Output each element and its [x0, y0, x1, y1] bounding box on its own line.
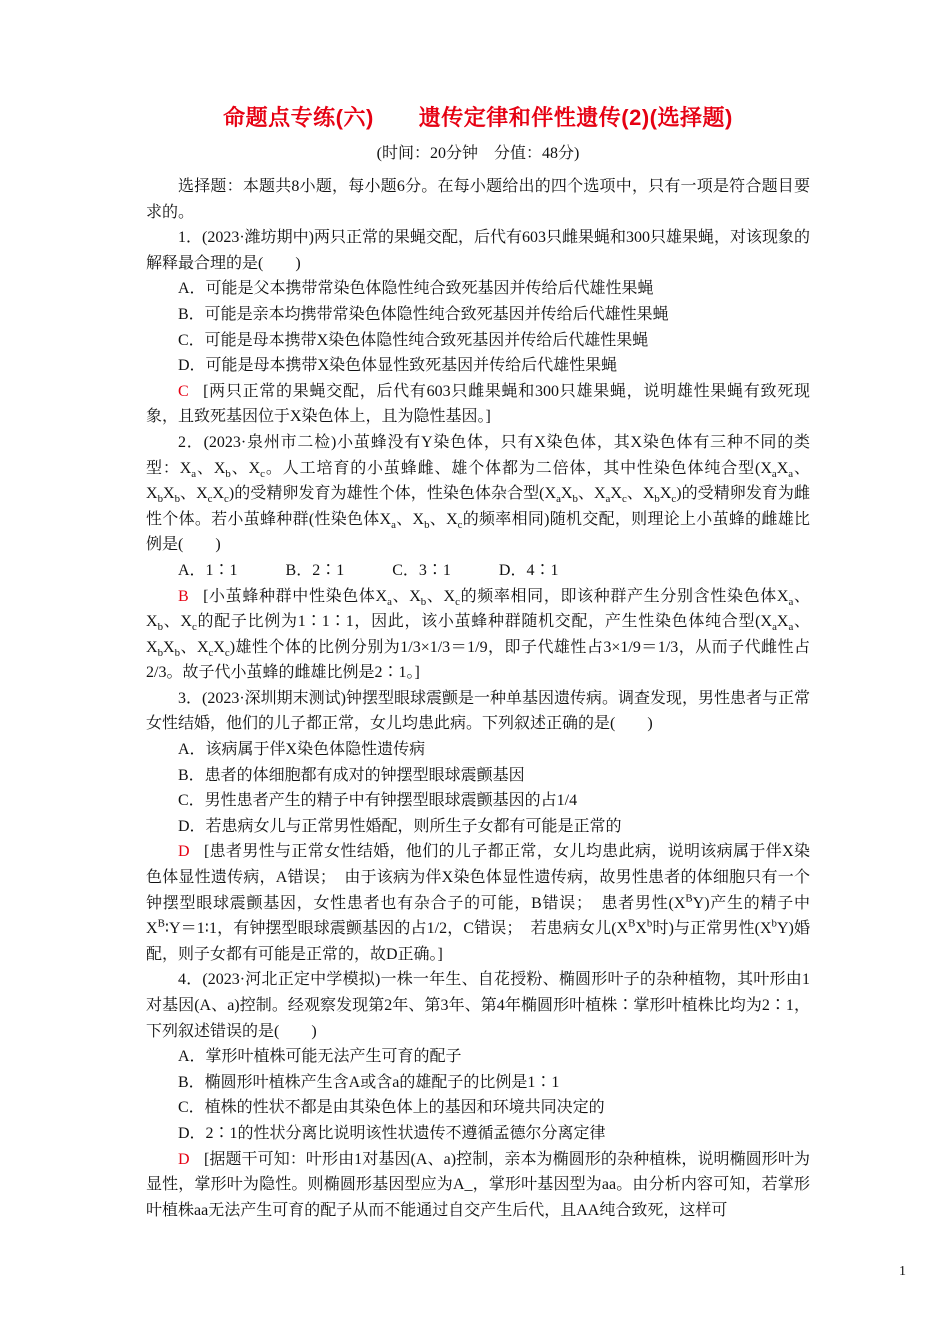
answer-letter: D	[178, 843, 190, 861]
exam-meta: (时间：20分钟 分值：48分)	[376, 145, 580, 162]
option-line: B．可能是亲本均携带常染色体隐性纯合致死基因并传给后代雄性果蝇	[178, 305, 669, 323]
answer-paragraph	[146, 584, 810, 686]
answer-letter: C	[178, 382, 189, 400]
answer-text: [患者男性与正常女性结婚，他们的儿子都正常，女儿均患此病，说明该病属于伴X染色体显性遗传病，A错误； 由于该病为伴X染色体显性遗传病，故男性患者的体细胞只有一个钟摆型眼球震颤基因，女性患者也有杂合子的可能，B错误； 患者男性$(X^BY)$产生的精子中$X^B∶Y=1∶1$，有钟摆型眼球震颤基因的占1/2，C错误； 若患病女儿($X^BX^b$时)与正常男性$(X^bY)$婚配，则子女都有可能是正常的，故D正确。]	[146, 843, 810, 963]
option-line: A．1∶1 B．2∶1 C．3∶1 D．4∶1	[178, 561, 559, 579]
text-paragraph: 1．(2023·潍坊期中)两只正常的果蝇交配，后代有603只雌果蝇和300只雄果蝇，对该现象的解释最合理的是( )	[146, 229, 810, 272]
option-line: D．若患病女儿与正常男性婚配，则所生子女都有可能是正常的	[178, 817, 622, 835]
option-line: C．可能是母本携带X染色体隐性纯合致死基因并传给后代雄性果蝇	[178, 331, 649, 349]
document-body	[146, 174, 810, 1223]
option-line: A．可能是父本携带常染色体隐性纯合致死基因并传给后代雄性果蝇	[178, 280, 654, 298]
option-line: D．2∶1的性状分离比说明该性状遗传不遵循孟德尔分离定律	[178, 1124, 606, 1142]
option-line: B．椭圆形叶植株产生含A或含a的雄配子的比例是1∶1	[178, 1073, 560, 1091]
option-line: A．该病属于伴X染色体隐性遗传病	[178, 741, 426, 759]
option-line: A．掌形叶植株可能无法产生可育的配子	[178, 1048, 462, 1066]
answer-paragraph	[146, 1147, 810, 1224]
answer-text: [据题干可知：叶形由1对基因(A、a)控制，亲本为椭圆形的杂种植株，说明椭圆形叶为显性，掌形叶为隐性。则椭圆形基因型应为A_，掌形叶基因型为aa。由分析内容可知，若掌形叶植株aa无法产生可育的配子从而不能通过自交产生后代，且AA纯合致死，这样可	[146, 1150, 810, 1219]
answer-letter: D	[178, 1150, 190, 1168]
answer-paragraph	[146, 379, 810, 430]
option-line: C．植株的性状不都是由其染色体上的基因和环境共同决定的	[178, 1099, 605, 1117]
answer-text: [两只正常的果蝇交配，后代有603只雌果蝇和300只雄果蝇，说明雄性果蝇有致死现象，且致死基因位于X染色体上，且为隐性基因。]	[146, 382, 810, 426]
text-paragraph: 3．(2023·深圳期末测试)钟摆型眼球震颤是一种单基因遗传病。调查发现，男性患者与正常女性结婚，他们的儿子都正常，女儿均患此病。下列叙述正确的是( )	[146, 689, 810, 733]
document-content	[146, 102, 810, 1223]
answer-text: [小茧蜂种群中性染色体$X_a$、$X_b$、$X_c$的频率相同，即该种群产生分别含性染色体$X_a$、$X_b$、$X_c$的配子比例为1∶1∶1，因此，该小茧蜂种群随机交配，产生性染色体纯合型($X_aX_a$、$X_bX_b$、$X_cX_c$)雄性个体的比例分别为1/3×1/3＝1/9，即子代雄性占3×1/9＝1/3，从而子代雌性占2/3。故子代小茧蜂的雌雄比例是2∶1。]	[146, 587, 811, 682]
option-line: D．可能是母本携带X染色体显性致死基因并传给后代雄性果蝇	[178, 357, 618, 375]
document-title: 命题点专练(六) 遗传定律和伴性遗传(2)(选择题)	[223, 105, 733, 130]
answer-letter: B	[178, 587, 189, 605]
answer-paragraph	[146, 839, 810, 967]
text-paragraph: 2．(2023·泉州市二检)小茧蜂没有Y染色体，只有X染色体，其X染色体有三种不同的类型：$X_a$、$X_b$、$X_c$。人工培育的小茧蜂雌、雄个体都为二倍体，其中性染色体纯合型($X_aX_a$、$X_bX_b$、$X_cX_c$)的受精卵发育为雄性个体，性染色体杂合型($X_aX_b$、$X_aX_c$、$X_bX_c$)的受精卵发育为雌性个体。若小茧蜂种群(性染色体$X_a$、$X_b$、$X_c$的频率相同)随机交配，则理论上小茧蜂的雌雄比例是( )	[146, 433, 810, 554]
text-paragraph: 4．(2023·河北正定中学模拟)一株一年生、自花授粉、椭圆形叶子的杂种植物，其叶形由1对基因(A、a)控制。经观察发现第2年、第3年、第4年椭圆形叶植株∶掌形叶植株比均为2∶1，下列叙述错误的是( )	[146, 971, 810, 1040]
text-paragraph: 选择题：本题共8小题，每小题6分。在每小题给出的四个选项中，只有一项是符合题目要求的。	[146, 178, 810, 221]
option-line: B．患者的体细胞都有成对的钟摆型眼球震颤基因	[178, 766, 525, 784]
page-number: 1	[899, 1264, 906, 1279]
option-line: C．男性患者产生的精子中有钟摆型眼球震颤基因的占1/4	[178, 792, 578, 810]
